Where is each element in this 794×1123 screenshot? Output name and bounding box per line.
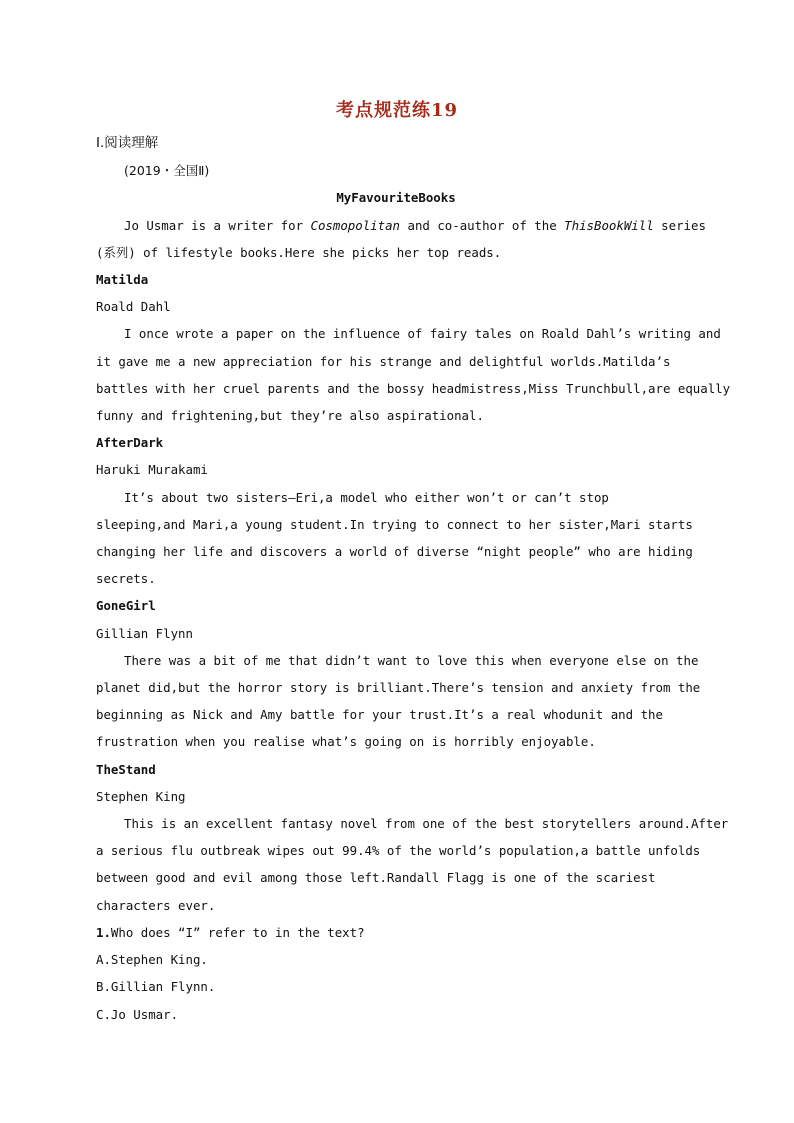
book-line: characters ever.: [96, 897, 216, 913]
section-label: Ⅰ.阅读理解: [96, 135, 159, 151]
document-body: [96, 130, 731, 1028]
book-title: TheStand: [96, 761, 156, 777]
book-author: Roald Dahl: [96, 299, 171, 315]
intro-magazine: Cosmopolitan: [310, 217, 401, 233]
book-line: frustration when you realise what’s going on is horribly enjoyable.: [96, 734, 596, 750]
book-line: secrets.: [96, 571, 156, 587]
book-line: funny and frightening,but they’re also aspirational.: [96, 408, 484, 424]
book-line: a serious flu outbreak wipes out 99.4% of the world’s population,a battle unfolds: [96, 843, 701, 859]
option-a: A.Stephen King.: [96, 952, 208, 968]
intro-text-1: Jo Usmar is a writer for: [124, 217, 311, 233]
book-title: Matilda: [96, 272, 149, 288]
article-title: MyFavouriteBooks: [336, 190, 456, 206]
intro-series: ThisBookWill: [564, 217, 654, 233]
book-line: I once wrote a paper on the influence of fairy tales on Roald Dahl’s writing and: [124, 326, 721, 342]
book-author: Gillian Flynn: [96, 625, 193, 641]
option-b: B.Gillian Flynn.: [96, 979, 216, 995]
book-line: planet did,but the horror story is brilliant.There’s tension and anxiety from the: [96, 680, 701, 696]
book-line: It’s about two sisters—Eri,a model who either won’t or can’t stop: [124, 489, 609, 505]
book-line: This is an excellent fantasy novel from one of the best storytellers around.After: [124, 816, 729, 832]
question-text: Who does “I” refer to in the text?: [110, 924, 365, 940]
book-title: GoneGirl: [96, 598, 156, 614]
book-author: Haruki Murakami: [96, 462, 208, 478]
book-line: between good and evil among those left.Randall Flagg is one of the scariest: [96, 870, 656, 886]
intro-text-2: and co-author of the: [400, 217, 565, 233]
book-line: sleeping,and Mari,a young student.In trying to connect to her sister,Mari starts: [96, 516, 693, 532]
book-line: beginning as Nick and Amy battle for your trust.It’s a real whodunit and the: [96, 707, 663, 723]
option-c: C.Jo Usmar.: [96, 1006, 179, 1022]
book-line: it gave me a new appreciation for his strange and delightful worlds.Matilda’s: [96, 353, 671, 369]
book-line: changing her life and discovers a world of diverse “night people” who are hiding: [96, 544, 693, 560]
book-author: Stephen King: [96, 788, 186, 804]
intro-line-1: [96, 212, 706, 239]
source-note: (2019・全国Ⅱ): [124, 163, 210, 179]
book-title: AfterDark: [96, 435, 164, 451]
intro-text-3: series: [653, 217, 706, 233]
book-line: There was a bit of me that didn’t want to love this when everyone else on the: [124, 652, 699, 668]
question-1: [96, 919, 696, 946]
page-title: 考点规范练19: [335, 100, 459, 121]
intro-line-2: (系列) of lifestyle books.Here she picks her top reads.: [96, 244, 502, 260]
question-number: 1.: [96, 924, 111, 940]
book-line: battles with her cruel parents and the bossy headmistress,Miss Trunchbull,are equally: [96, 380, 731, 396]
